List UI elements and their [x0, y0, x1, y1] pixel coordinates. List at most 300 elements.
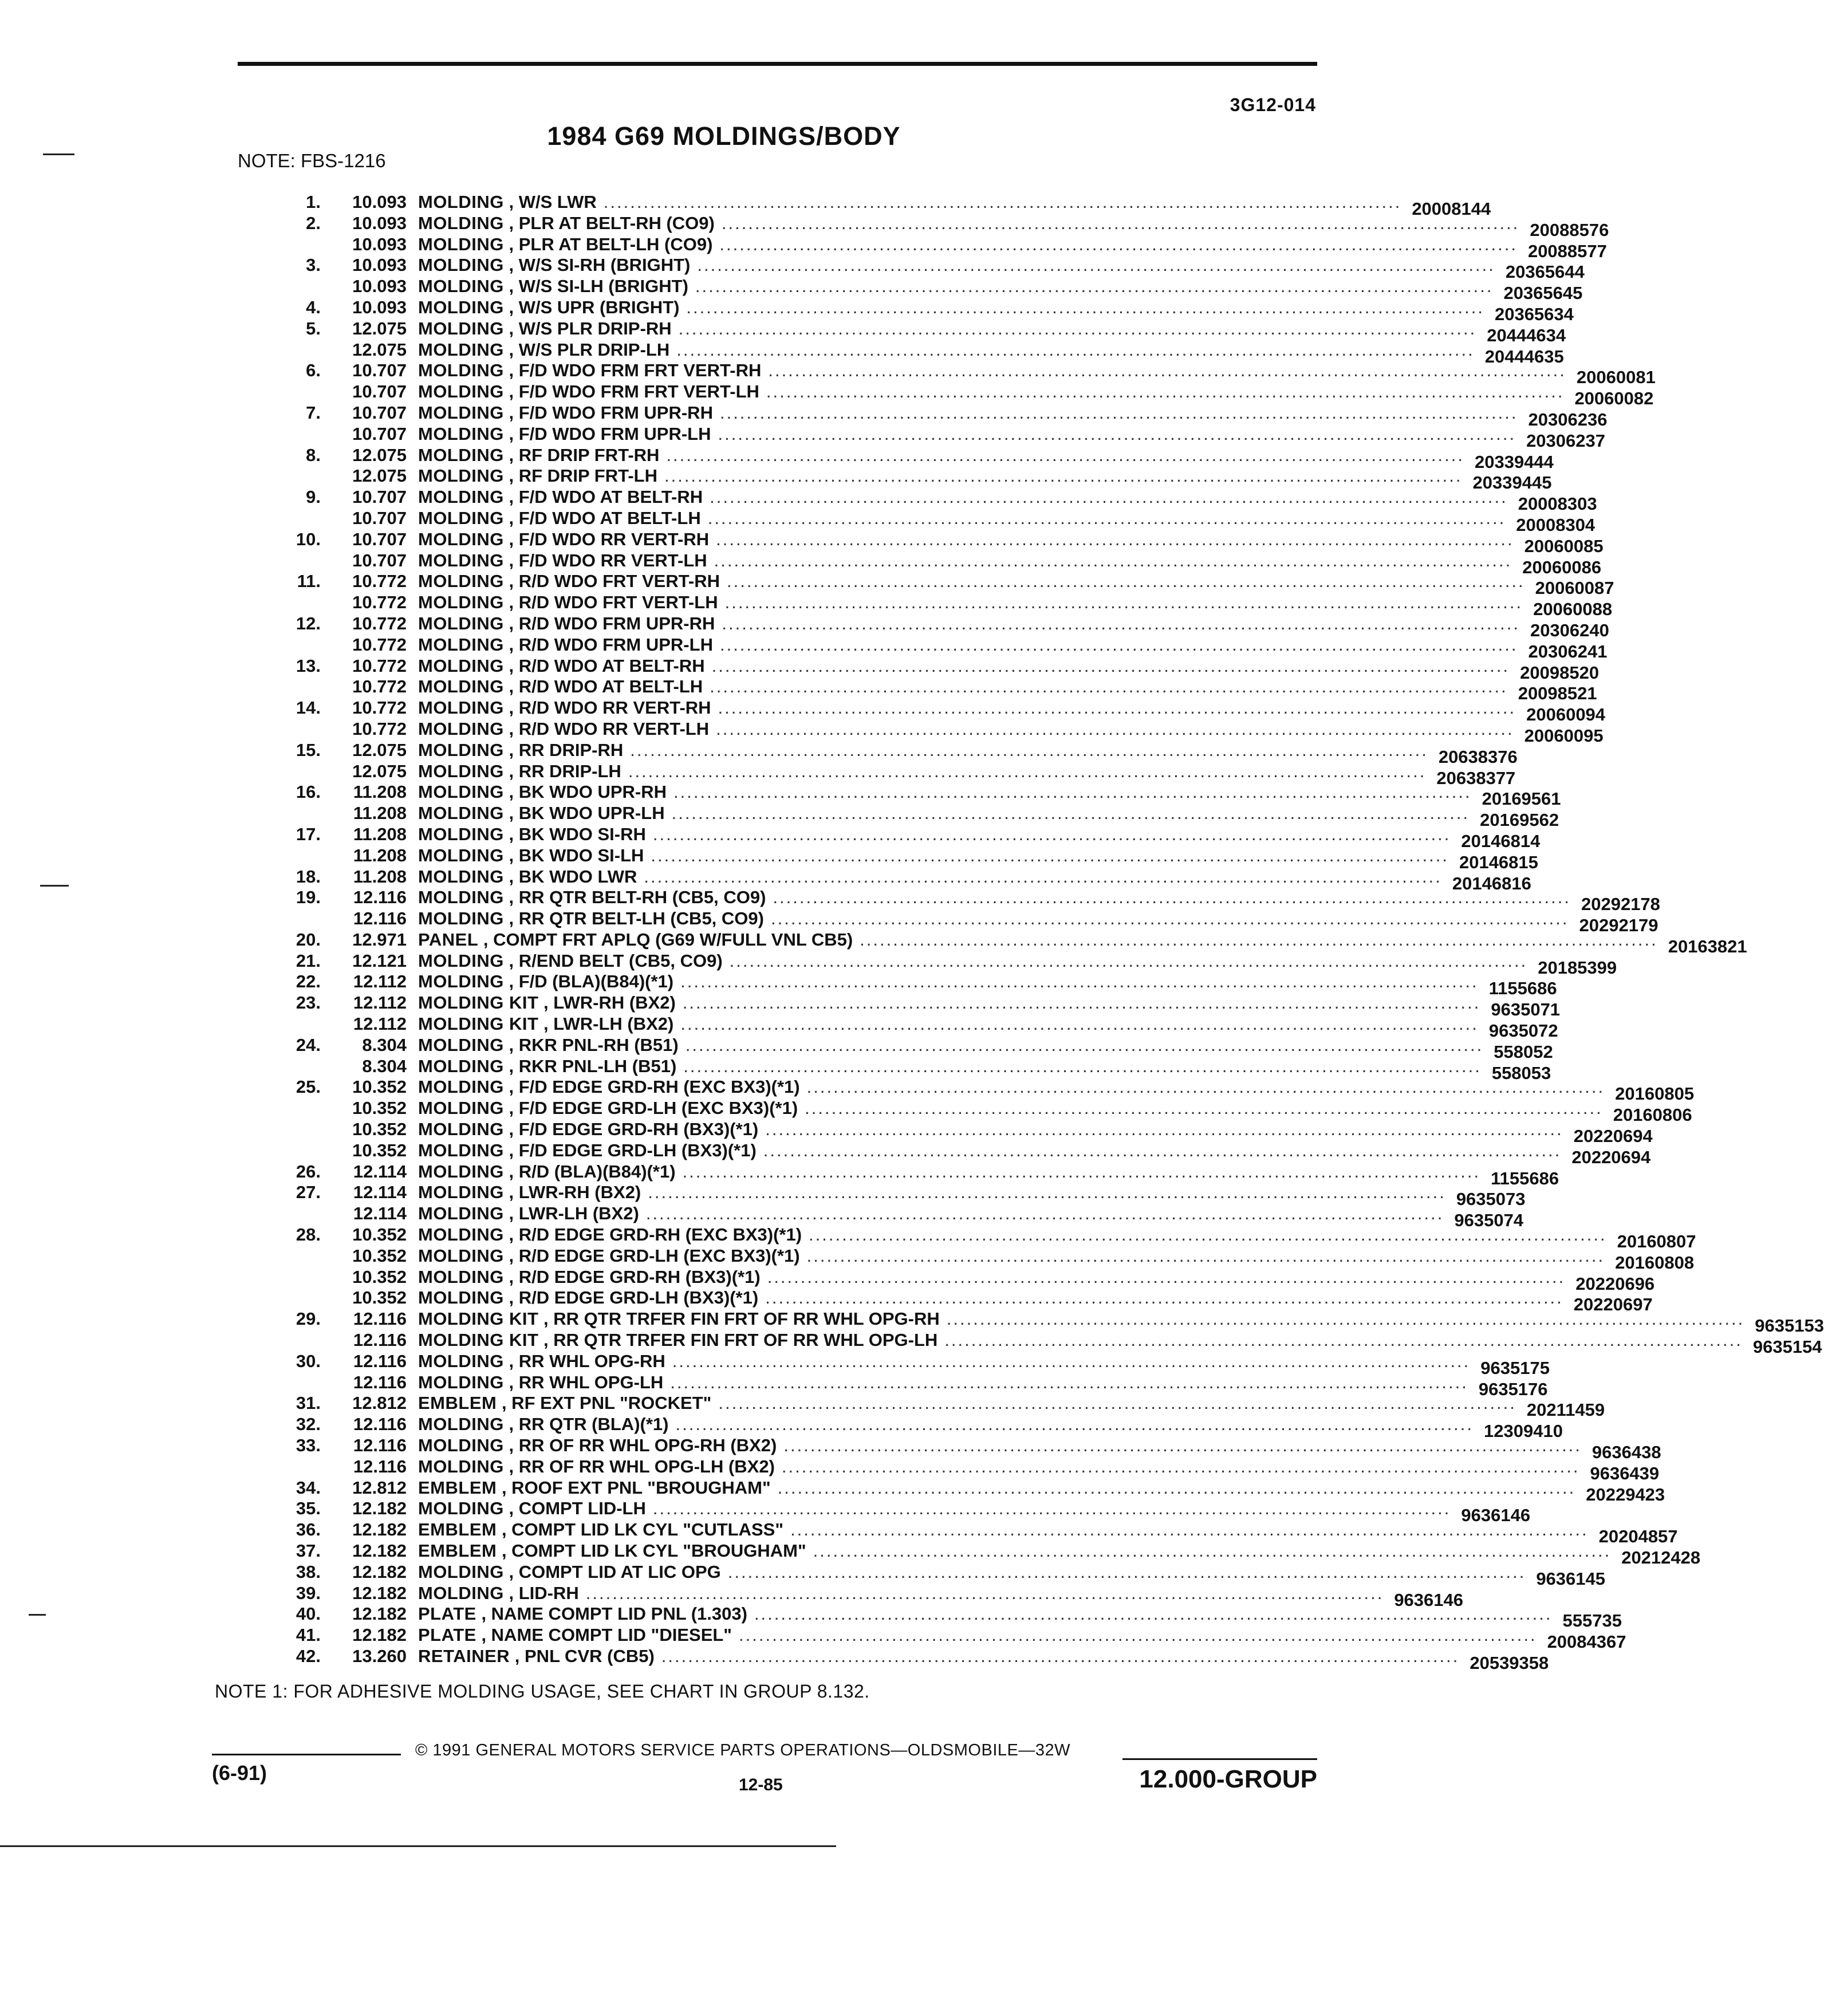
part-detail: , RR DRIP-RH [509, 739, 624, 760]
part-description [418, 1414, 1563, 1442]
item-number: 8. [306, 444, 321, 465]
item-number: 32. [296, 1414, 321, 1435]
part-number: 20060087 [1535, 578, 1614, 598]
part-detail: , RR QTR BELT-LH (CB5, CO9) [509, 908, 764, 929]
part-number: 20292178 [1581, 894, 1660, 915]
item-number: 34. [296, 1477, 321, 1498]
item-number: 18. [296, 866, 321, 887]
part-number: 20169562 [1480, 810, 1559, 830]
group-number: 12.116 [353, 908, 407, 929]
part-number: 20638377 [1436, 767, 1516, 788]
dot-leader: ........................................................................................................................ [718, 1393, 1516, 1413]
part-number: 1155686 [1491, 1168, 1559, 1188]
group-number: 12.116 [353, 887, 407, 908]
item-number: 3. [306, 255, 321, 275]
part-number: 20088576 [1530, 219, 1609, 240]
group-number: 12.116 [353, 1309, 407, 1329]
group-number: 10.352 [352, 1287, 407, 1308]
dot-leader: ........................................................................................................................ [666, 444, 1464, 465]
dot-leader: ........................................................................................................................ [770, 908, 1569, 929]
margin-mark [40, 885, 69, 887]
part-type: MOLDING [418, 318, 504, 338]
part-description [418, 1309, 1824, 1336]
dot-leader: ........................................................................................................................ [678, 318, 1477, 338]
group-number: 12.116 [353, 1435, 407, 1456]
part-type: MOLDING [418, 1056, 504, 1076]
group-number: 10.707 [352, 487, 407, 507]
part-description [418, 676, 1597, 704]
table-row [252, 803, 1559, 830]
group-number: 12.182 [352, 1604, 407, 1624]
dot-leader: ........................................................................................................................ [680, 971, 1479, 992]
part-number: 20060085 [1524, 536, 1604, 556]
table-row [252, 845, 1538, 872]
part-number: 9636145 [1536, 1568, 1605, 1589]
item-number: 10. [296, 529, 321, 549]
part-description [418, 507, 1595, 535]
item-number: 6. [306, 360, 321, 381]
item-number: 37. [296, 1541, 321, 1561]
part-detail: , RR DRIP-LH [509, 761, 621, 781]
part-number: 20084367 [1547, 1632, 1626, 1652]
group-number: 11.208 [353, 866, 407, 887]
part-detail: , RF EXT PNL "ROCKET" [501, 1393, 712, 1413]
part-detail: , W/S SI-RH (BRIGHT) [509, 255, 691, 275]
table-row [252, 592, 1613, 620]
part-number: 20060086 [1522, 557, 1602, 577]
part-type: MOLDING [418, 192, 504, 212]
part-detail: , RR OF RR WHL OPG-LH (BX2) [509, 1456, 775, 1476]
part-detail: , LWR-LH (BX2) [509, 1203, 639, 1224]
part-number: 20160806 [1613, 1105, 1692, 1125]
part-detail: , R/D (BLA)(B84)(*1) [509, 1161, 676, 1182]
part-number: 20098520 [1520, 662, 1600, 683]
part-type: MOLDING [418, 423, 504, 444]
part-description [418, 192, 1491, 219]
part-description [418, 634, 1608, 662]
table-row [252, 908, 1658, 936]
part-description [418, 1014, 1558, 1041]
part-detail: , R/D WDO AT BELT-LH [509, 676, 703, 697]
part-type: MOLDING [418, 971, 504, 992]
group-number: 12.114 [353, 1161, 407, 1182]
group-number: 10.772 [352, 571, 407, 592]
part-detail: , RR QTR (BLA)(*1) [509, 1414, 669, 1435]
table-row [252, 1561, 1605, 1589]
table-row [252, 1330, 1822, 1357]
part-number: 20060094 [1526, 704, 1606, 725]
part-number: 9635175 [1480, 1357, 1550, 1378]
part-type: MOLDING [418, 1077, 504, 1097]
part-number: 9635074 [1454, 1210, 1524, 1231]
part-number: 1155686 [1488, 978, 1557, 999]
table-row [252, 993, 1561, 1020]
part-type: MOLDING [418, 634, 504, 655]
group-number: 11.208 [353, 803, 407, 824]
part-type: MOLDING [418, 676, 504, 697]
dot-leader: ........................................................................................................................ [765, 1119, 1563, 1140]
part-description [418, 824, 1541, 851]
part-type: MOLDING [418, 1203, 504, 1224]
part-type: MOLDING [418, 1498, 504, 1519]
part-type: MOLDING [418, 1435, 504, 1456]
dot-leader: ........................................................................................................................ [676, 339, 1475, 360]
group-number: 10.352 [352, 1224, 407, 1245]
part-description [418, 1330, 1822, 1357]
item-number: 24. [296, 1034, 321, 1055]
part-description [418, 1140, 1651, 1167]
part-type: MOLDING [418, 339, 504, 360]
part-number: 20146816 [1452, 873, 1531, 893]
part-description [418, 1604, 1622, 1631]
part-number: 20306236 [1528, 409, 1608, 430]
item-number: 5. [306, 318, 321, 338]
dot-leader: ........................................................................................................................ [644, 866, 1442, 887]
part-description [418, 592, 1613, 620]
part-type: MOLDING [418, 1245, 504, 1266]
part-number: 20008303 [1518, 494, 1597, 514]
part-description [418, 212, 1609, 240]
part-description [418, 845, 1538, 872]
part-number: 558052 [1494, 1041, 1553, 1062]
part-number: 20212428 [1621, 1548, 1701, 1568]
dot-leader: ........................................................................................................................ [716, 718, 1514, 739]
group-number: 12.182 [352, 1498, 407, 1519]
dot-leader: ........................................................................................................................ [710, 676, 1508, 697]
dot-leader: ........................................................................................................................ [719, 634, 1518, 655]
part-number: 12309410 [1484, 1421, 1563, 1442]
part-detail: , RR QTR TRFER FIN FRT OF RR WHL OPG-LH [543, 1330, 938, 1350]
part-detail: , COMPT LID LK CYL "BROUGHAM" [501, 1541, 806, 1561]
part-type: MOLDING [418, 276, 504, 297]
dot-leader: ........................................................................................................................ [783, 1435, 1582, 1456]
part-description [418, 297, 1574, 324]
part-detail: , W/S PLR DRIP-RH [509, 318, 672, 338]
part-type: MOLDING [418, 1561, 504, 1582]
item-number: 25. [296, 1077, 321, 1097]
part-type: MOLDING [418, 466, 504, 486]
group-number: 12.812 [352, 1393, 407, 1413]
part-description [418, 1203, 1524, 1231]
table-row [252, 1266, 1655, 1294]
part-number: 9636438 [1591, 1442, 1661, 1463]
part-type: MOLDING [418, 1140, 504, 1160]
dot-leader: ........................................................................................................................ [630, 739, 1428, 760]
part-type: MOLDING [418, 1287, 504, 1308]
part-description [418, 698, 1606, 725]
part-type: MOLDING [418, 1414, 504, 1435]
table-row [252, 1077, 1695, 1104]
dot-leader: ........................................................................................................................ [695, 276, 1494, 297]
part-detail: , RR QTR BELT-RH (CB5, CO9) [509, 887, 766, 908]
group-number: 12.812 [352, 1477, 407, 1498]
dot-leader: ........................................................................................................................ [673, 782, 1472, 802]
table-row [252, 1477, 1665, 1505]
part-detail: , RR OF RR WHL OPG-RH (BX2) [509, 1435, 777, 1456]
dot-leader: ........................................................................................................................ [946, 1309, 1745, 1329]
item-number: 21. [296, 950, 321, 971]
part-detail: , PNL CVR (CB5) [514, 1645, 655, 1666]
part-detail: , BK WDO SI-RH [509, 824, 646, 844]
part-type: MOLDING [418, 234, 504, 254]
part-number: 20306240 [1530, 620, 1609, 640]
item-number: 13. [296, 655, 321, 676]
group-number: 12.112 [353, 993, 407, 1013]
group-number: 10.352 [352, 1098, 407, 1119]
dot-leader: ........................................................................................................................ [860, 929, 1658, 950]
part-number: 20146815 [1459, 852, 1538, 872]
part-number: 20292179 [1579, 915, 1658, 936]
group-number: 10.772 [352, 592, 407, 613]
item-number: 29. [296, 1309, 321, 1329]
part-detail: , R/D WDO FRT VERT-RH [509, 571, 720, 592]
dot-leader: ........................................................................................................................ [809, 1224, 1607, 1245]
part-detail: , R/D WDO RR VERT-LH [509, 718, 710, 739]
group-number: 10.772 [352, 698, 407, 718]
part-type: MOLDING KIT [418, 1330, 539, 1350]
part-type: MOLDING [418, 739, 504, 760]
item-number: 17. [296, 824, 321, 844]
item-number: 15. [296, 739, 321, 760]
part-detail: , LWR-RH (BX2) [543, 993, 676, 1013]
part-detail: , NAME COMPT LID PNL (1.303) [481, 1604, 747, 1624]
table-row [252, 1140, 1651, 1167]
part-type: MOLDING [418, 824, 504, 844]
part-detail: , RKR PNL-RH (B51) [509, 1034, 679, 1055]
part-detail: , F/D WDO RR VERT-RH [509, 529, 710, 549]
table-row [252, 866, 1531, 893]
part-detail: , R/D EDGE GRD-RH (EXC BX3)(*1) [509, 1224, 802, 1245]
table-row [252, 381, 1654, 409]
part-type: MOLDING [418, 212, 504, 233]
group-number: 10.772 [352, 676, 407, 697]
part-type: MOLDING [418, 360, 504, 381]
part-detail: , RR WHL OPG-RH [509, 1350, 665, 1371]
table-row [252, 1435, 1661, 1463]
part-type: MOLDING KIT [418, 1309, 539, 1329]
part-description [418, 571, 1614, 598]
table-row [252, 950, 1617, 978]
group-number: 10.352 [352, 1245, 407, 1266]
part-detail: , NAME COMPT LID "DIESEL" [481, 1625, 732, 1645]
part-description [418, 613, 1609, 640]
table-row [252, 1604, 1622, 1631]
table-row [252, 1245, 1695, 1273]
part-description [418, 360, 1656, 388]
group-number: 10.707 [352, 360, 407, 381]
part-number: 9636146 [1394, 1589, 1463, 1610]
footer-rule-right [1122, 1758, 1317, 1760]
dot-leader: ........................................................................................................................ [724, 592, 1523, 613]
table-row [252, 1372, 1548, 1399]
table-row [252, 676, 1597, 704]
part-detail: , F/D EDGE GRD-LH (BX3)(*1) [509, 1140, 757, 1160]
dot-leader: ........................................................................................................................ [651, 845, 1449, 865]
item-number: 26. [296, 1161, 321, 1182]
part-detail: , RR WHL OPG-LH [509, 1372, 664, 1392]
part-number: 20160805 [1615, 1084, 1695, 1104]
parts-list [252, 192, 1824, 1673]
table-row [252, 1119, 1653, 1147]
item-number: 28. [296, 1224, 321, 1245]
part-number: 20008144 [1412, 199, 1491, 219]
part-description [418, 466, 1552, 493]
part-type: MOLDING [418, 613, 504, 633]
table-row [252, 1203, 1524, 1231]
item-number: 36. [296, 1519, 321, 1540]
part-type: MOLDING [418, 655, 504, 676]
part-type: MOLDING [418, 1098, 504, 1119]
part-description [418, 339, 1564, 367]
page-title: 1984 G69 MOLDINGS/BODY [547, 121, 901, 151]
part-number: 20169561 [1482, 789, 1561, 809]
part-type: MOLDING [418, 1224, 504, 1245]
table-row [252, 1014, 1558, 1041]
top-rule [238, 62, 1317, 66]
table-row [252, 1350, 1550, 1378]
group-number: 10.772 [352, 718, 407, 739]
part-number: 20539358 [1470, 1652, 1549, 1673]
dot-leader: ........................................................................................................................ [707, 507, 1506, 528]
part-type: EMBLEM [418, 1519, 497, 1540]
part-description [418, 1077, 1695, 1104]
dot-leader: ........................................................................................................................ [813, 1541, 1612, 1561]
part-detail: , R/D EDGE GRD-LH (BX3)(*1) [509, 1287, 759, 1308]
part-type: EMBLEM [418, 1477, 497, 1498]
group-number: 11.208 [353, 824, 407, 844]
part-number: 9635071 [1491, 999, 1561, 1020]
dot-leader: ........................................................................................................................ [719, 234, 1518, 254]
item-number: 4. [306, 297, 321, 317]
part-description [418, 1498, 1531, 1526]
dot-leader: ........................................................................................................................ [806, 1077, 1605, 1097]
group-number: 12.114 [353, 1203, 407, 1224]
part-description [418, 993, 1561, 1020]
margin-mark [29, 1614, 46, 1616]
part-number: 9636439 [1590, 1463, 1660, 1483]
dot-leader: ........................................................................................................................ [718, 423, 1516, 444]
part-type: MOLDING [418, 803, 504, 824]
revision-date: (6-91) [212, 1761, 267, 1785]
part-number: 9635072 [1488, 1021, 1558, 1041]
part-number: 20220694 [1571, 1147, 1651, 1167]
part-detail: , COMPT LID AT LIC OPG [509, 1561, 721, 1582]
part-number: 20211459 [1526, 1400, 1605, 1420]
part-detail: , F/D WDO FRM UPR-RH [509, 402, 713, 423]
part-type: MOLDING [418, 698, 504, 718]
part-detail: , PLR AT BELT-RH (CO9) [509, 212, 715, 233]
part-number: 555735 [1562, 1611, 1622, 1631]
part-detail: , F/D WDO RR VERT-LH [509, 550, 707, 570]
bottom-rule [0, 1845, 836, 1847]
dot-leader: ........................................................................................................................ [781, 1456, 1580, 1476]
group-number: 12.075 [352, 444, 407, 465]
group-number: 12.075 [352, 761, 407, 781]
group-number: 12.114 [353, 1182, 407, 1203]
table-row [252, 782, 1561, 809]
part-detail: , F/D WDO FRM FRT VERT-LH [509, 381, 759, 402]
table-row [252, 444, 1554, 472]
part-number: 20306241 [1528, 641, 1608, 662]
group-number: 12.116 [353, 1372, 407, 1392]
footer-rule-left [212, 1754, 401, 1755]
dot-leader: ........................................................................................................................ [711, 655, 1510, 676]
table-row [252, 655, 1600, 683]
dot-leader: ........................................................................................................................ [790, 1519, 1589, 1540]
table-row [252, 1625, 1626, 1652]
part-type: MOLDING [418, 718, 504, 739]
dot-leader: ........................................................................................................................ [585, 1582, 1384, 1603]
dot-leader: ........................................................................................................................ [719, 402, 1518, 423]
part-detail: , F/D WDO AT BELT-LH [509, 507, 701, 528]
part-description [418, 1625, 1626, 1652]
item-number: 33. [296, 1435, 321, 1456]
table-row [252, 1034, 1553, 1062]
copyright: © 1991 GENERAL MOTORS SERVICE PARTS OPERATIONS—OLDSMOBILE—32W [415, 1741, 1070, 1759]
part-detail: , F/D (BLA)(B84)(*1) [509, 971, 674, 992]
dot-leader: ........................................................................................................................ [805, 1098, 1603, 1119]
dot-leader: ........................................................................................................................ [686, 297, 1484, 317]
group-number: 10.352 [352, 1266, 407, 1287]
part-detail: , F/D WDO FRM UPR-LH [509, 423, 711, 444]
part-description [418, 1561, 1605, 1589]
group-number: 13.260 [352, 1645, 407, 1666]
group-number: 10.093 [352, 192, 407, 212]
part-description [418, 550, 1602, 577]
dot-leader: ........................................................................................................................ [777, 1477, 1576, 1498]
group-number: 10.772 [352, 655, 407, 676]
part-number: 20204857 [1598, 1526, 1678, 1547]
table-row [252, 1456, 1660, 1483]
table-row [252, 1098, 1692, 1125]
table-row [252, 192, 1491, 219]
part-detail: , LID-RH [509, 1582, 579, 1603]
part-type: MOLDING [418, 381, 504, 402]
table-row [252, 487, 1597, 514]
part-description [418, 1435, 1661, 1463]
group-number: 12.182 [352, 1519, 407, 1540]
part-type: EMBLEM [418, 1393, 497, 1413]
table-row [252, 718, 1604, 746]
part-detail: , RKR PNL-LH (B51) [509, 1056, 677, 1076]
part-type: MOLDING [418, 1266, 504, 1287]
part-detail: , LWR-RH (BX2) [509, 1182, 641, 1203]
dot-leader: ........................................................................................................................ [768, 360, 1566, 381]
part-type: MOLDING [418, 1034, 504, 1055]
group-number: 12.075 [352, 466, 407, 486]
item-number: 42. [296, 1645, 321, 1666]
group-number: 12.182 [352, 1582, 407, 1603]
item-number: 1. [306, 192, 321, 212]
part-description [418, 1056, 1551, 1083]
item-number: 11. [297, 571, 321, 592]
part-number: 20444634 [1487, 325, 1566, 345]
table-row [252, 402, 1608, 430]
part-detail: , BK WDO UPR-LH [509, 803, 665, 824]
part-type: MOLDING [418, 529, 504, 549]
part-detail: , BK WDO SI-LH [509, 845, 644, 865]
note-fbs: NOTE: FBS-1216 [238, 150, 386, 171]
part-description [418, 1287, 1653, 1315]
part-detail: , W/S PLR DRIP-LH [509, 339, 670, 360]
part-type: MOLDING [418, 887, 504, 908]
dot-leader: ........................................................................................................................ [603, 192, 1402, 212]
part-description [418, 803, 1559, 830]
part-description [418, 866, 1531, 893]
group-number: 12.116 [353, 1330, 407, 1350]
part-type: PLATE [418, 1625, 476, 1645]
part-description [418, 1182, 1526, 1210]
